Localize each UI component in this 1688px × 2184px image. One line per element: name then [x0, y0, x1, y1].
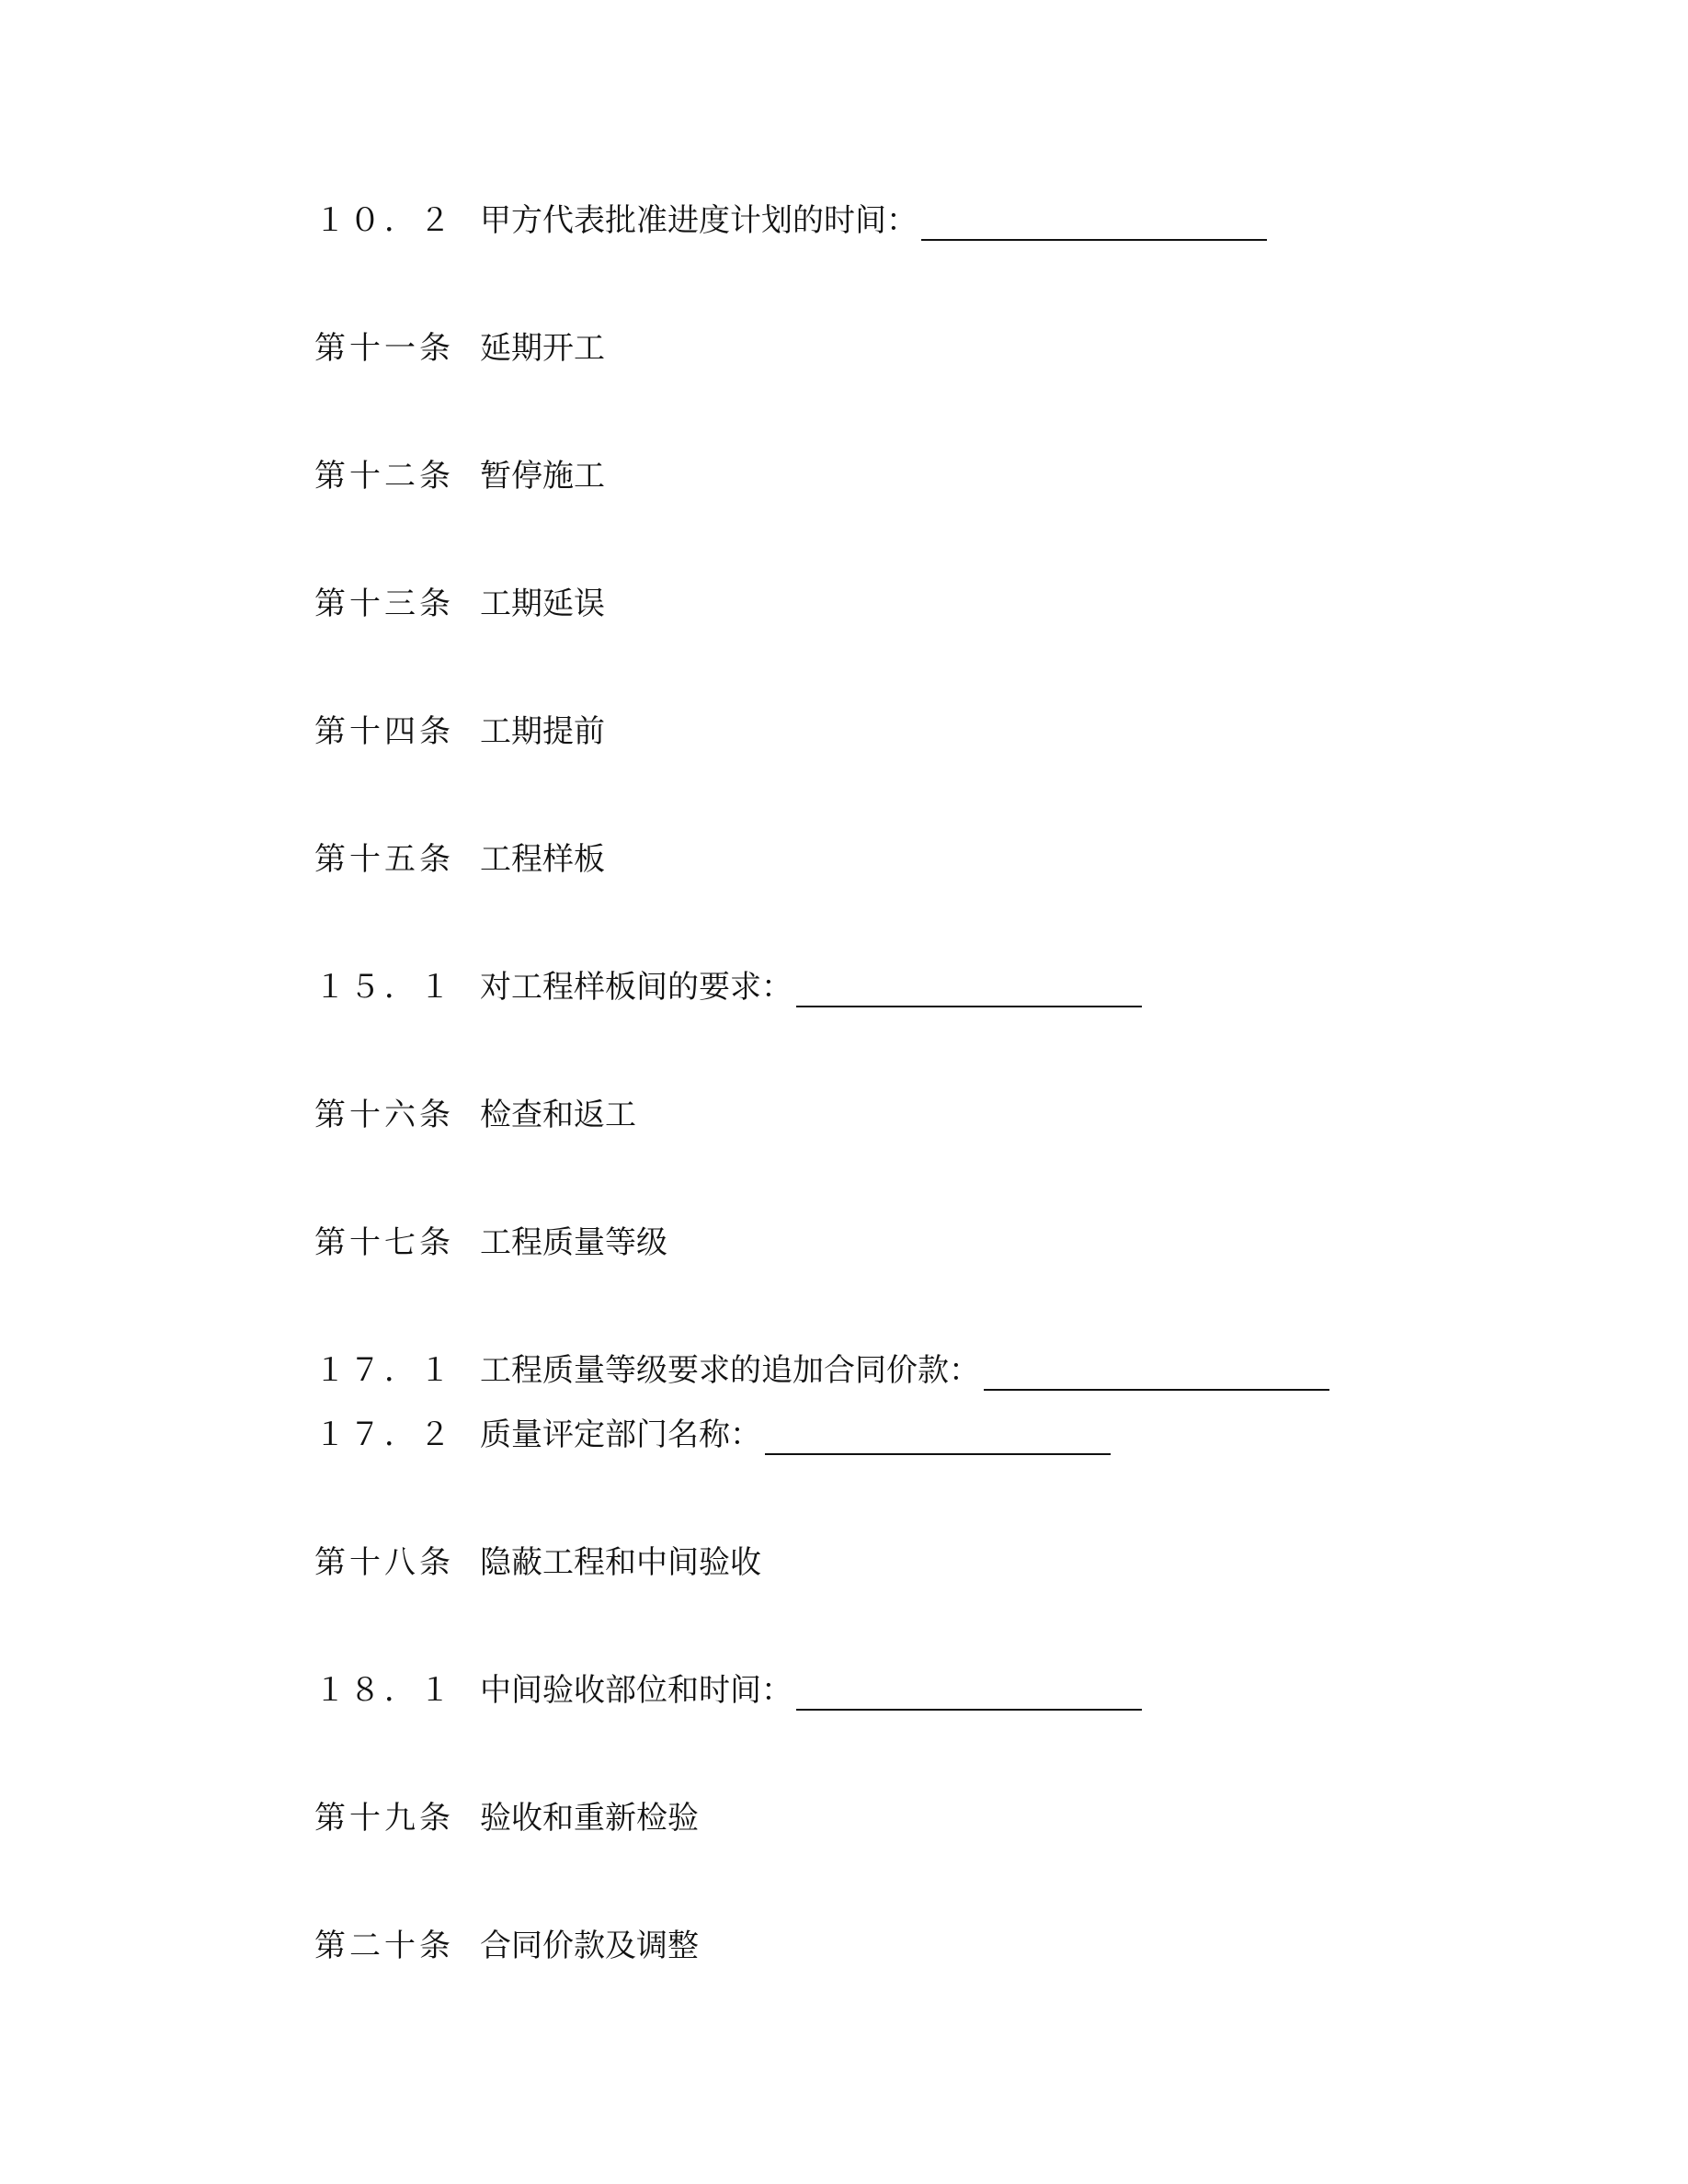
article-16: [314, 1095, 636, 1135]
article-13: [314, 584, 605, 624]
article-number: 第十二条: [314, 458, 454, 495]
clause-text: 质量评定部门名称：: [480, 1416, 761, 1453]
article-11: [314, 328, 605, 369]
article-number: 第十八条: [314, 1544, 454, 1581]
article-title: 验收和重新检验: [480, 1800, 699, 1837]
clause-text: 甲方代表批准进度计划的时间：: [480, 202, 918, 239]
article-number: 第十五条: [314, 841, 454, 878]
clause-number: １７．２: [314, 1416, 454, 1453]
fill-in-blank[interactable]: [796, 978, 1142, 1007]
clause-15-1: [314, 967, 1142, 1007]
article-14: [314, 711, 605, 752]
fill-in-blank[interactable]: [921, 211, 1267, 241]
article-title: 隐蔽工程和中间验收: [480, 1544, 761, 1581]
article-title: 延期开工: [480, 330, 605, 367]
clause-10-2: [314, 200, 1267, 241]
article-title: 工期延误: [480, 586, 605, 622]
article-number: 第十三条: [314, 586, 454, 622]
article-number: 第十六条: [314, 1097, 454, 1133]
clause-number: １７．１: [314, 1352, 454, 1389]
clause-text: 工程质量等级要求的追加合同价款：: [480, 1352, 980, 1389]
clause-text: 对工程样板间的要求：: [480, 969, 793, 1006]
clause-number: １８．１: [314, 1672, 454, 1709]
article-title: 工期提前: [480, 713, 605, 750]
article-number: 第二十条: [314, 1928, 454, 1964]
article-number: 第十四条: [314, 713, 454, 750]
clause-text: 中间验收部位和时间：: [480, 1672, 793, 1709]
clause-17-2: [314, 1415, 1111, 1455]
article-number: 第十七条: [314, 1224, 454, 1261]
article-12: [314, 456, 605, 496]
article-17: [314, 1223, 667, 1263]
article-20: [314, 1926, 699, 1966]
article-15: [314, 839, 605, 880]
article-title: 工程质量等级: [480, 1224, 667, 1261]
article-title: 合同价款及调整: [480, 1928, 699, 1964]
fill-in-blank[interactable]: [984, 1361, 1329, 1391]
fill-in-blank[interactable]: [796, 1681, 1142, 1711]
article-number: 第十一条: [314, 330, 454, 367]
fill-in-blank[interactable]: [765, 1426, 1111, 1455]
article-18: [314, 1542, 761, 1583]
clause-18-1: [314, 1670, 1142, 1711]
article-number: 第十九条: [314, 1800, 454, 1837]
article-title: 检查和返工: [480, 1097, 636, 1133]
article-title: 工程样板: [480, 841, 605, 878]
clause-number: １０．２: [314, 202, 454, 239]
clause-number: １５．１: [314, 969, 454, 1006]
article-19: [314, 1798, 699, 1838]
clause-17-1: [314, 1350, 1329, 1391]
article-title: 暂停施工: [480, 458, 605, 495]
